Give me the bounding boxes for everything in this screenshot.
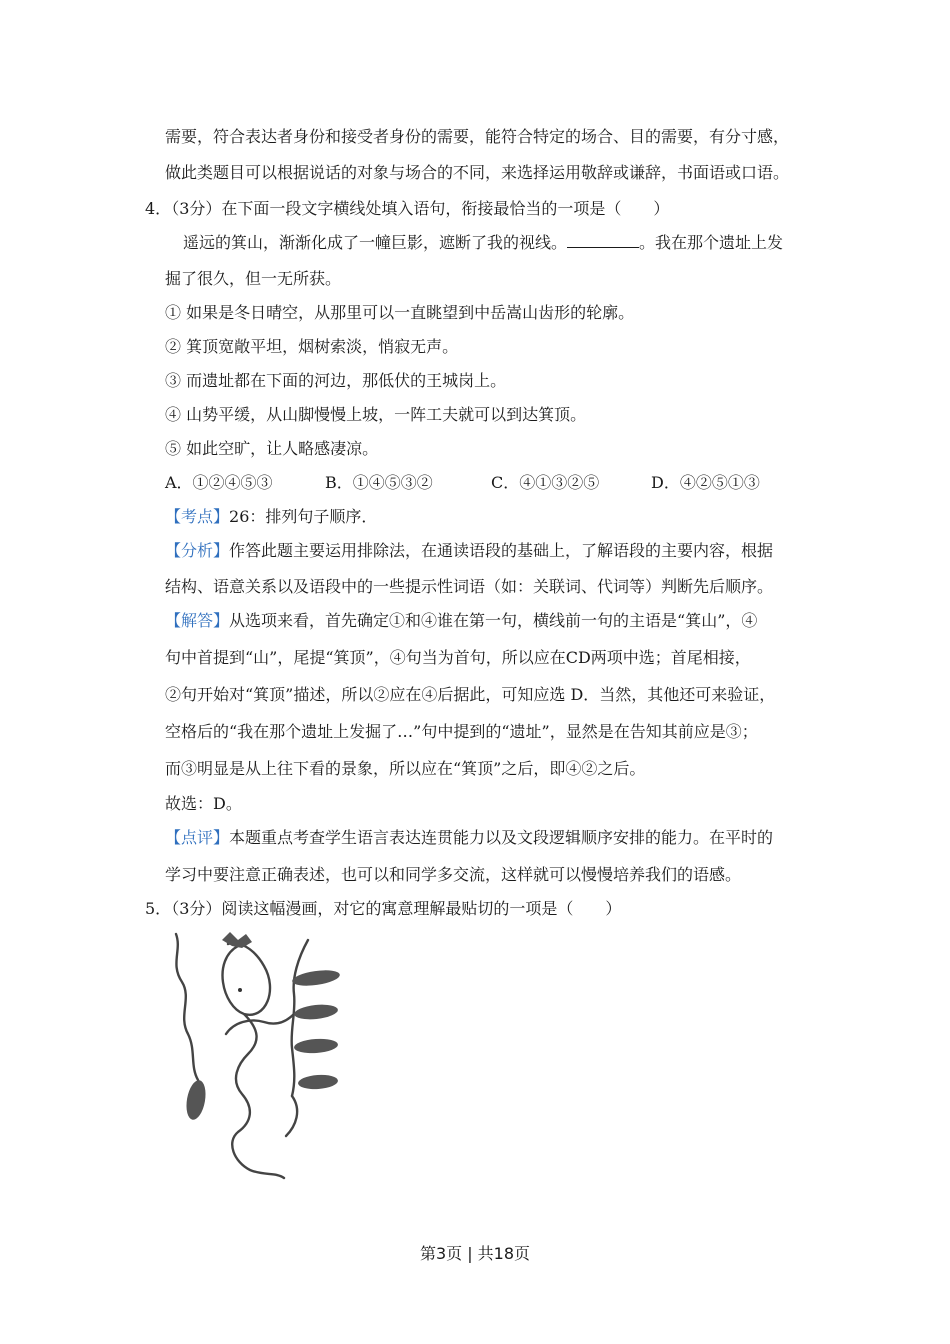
intro-line-2: 做此类题目可以根据说话的对象与场合的不同，来选择运用敬辞或谦辞，书面语或口语。 [165, 163, 790, 182]
left-stem-line [176, 934, 198, 1080]
dianping-line-2: 学习中要注意正确表述，也可以和同学多交流，这样就可以慢慢培养我们的语感。 [165, 865, 742, 884]
cartoon-image [168, 930, 368, 1182]
question-4-stem [145, 199, 669, 219]
fill-blank [567, 233, 639, 248]
passage-after-blank: 。我在那个遗址上发 [639, 233, 784, 252]
fenxi-line-2: 结构、语意关系以及语段中的一些提示性词语（如：关联词、代词等）判断先后顺序。 [165, 577, 774, 596]
question-number: 5． [145, 899, 172, 918]
page-footer: 第3页 | 共18页 [419, 1244, 531, 1263]
options-row [165, 473, 760, 493]
jieda-line-1 [165, 611, 757, 631]
eye-dot [238, 988, 242, 992]
fenxi-tag: 【分析】 [165, 541, 230, 560]
answer-line: 故选：D。 [165, 794, 242, 813]
jieda-line-4: 空格后的“我在那个遗址上发掘了…”句中提到的“遗址”，显然是在告知其前应是③； [165, 722, 758, 741]
fenxi-text: 作答此题主要运用排除法，在通读语段的基础上，了解语段的主要内容，根据 [229, 541, 774, 560]
jieda-text: 从选项来看，首先确定①和④谁在第一句，横线前一句的主语是“箕山”，④ [229, 611, 758, 630]
dianping-tag: 【点评】 [165, 828, 230, 847]
option-c: C．④①③②⑤ [491, 473, 600, 492]
dianping-text: 本题重点考查学生语言表达连贯能力以及文段逻辑顺序安排的能力。在平时的 [229, 828, 774, 847]
passage-before-blank: 遥远的箕山，渐渐化成了一幢巨影，遮断了我的视线。 [183, 233, 568, 252]
passage-line-2: 掘了很久，但一无所获。 [165, 269, 342, 288]
sentence-5: ⑤ 如此空旷，让人略感凄凉。 [165, 439, 379, 458]
passage-line-1 [183, 233, 783, 253]
option-a: A．①②④⑤③ [165, 473, 273, 492]
jieda-line-2: 句中首提到“山”，尾提“箕顶”，④句当为首句，所以应在CD两项中选；首尾相接， [165, 648, 751, 667]
option-d: D．④②⑤①③ [651, 473, 760, 492]
hair-tuft-shape [222, 932, 252, 948]
question-5-stem [145, 899, 621, 919]
sentence-2: ② 箕顶宽敞平坦，烟树索淡，悄寂无声。 [165, 337, 459, 356]
leaf-shape [294, 1037, 339, 1054]
sentence-1: ① 如果是冬日晴空，从那里可以一直眺望到中岳嵩山齿形的轮廓。 [165, 303, 635, 322]
jieda-line-3: ②句开始对“箕顶”描述，所以②应在④后据此，可知应选 D．当然，其他还可来验证， [165, 685, 776, 704]
leaf-shape [291, 968, 340, 989]
question-stem: （3分）阅读这幅漫画，对它的寓意理解最贴切的一项是（ ） [171, 899, 622, 918]
ribbon-loop-line [226, 1014, 294, 1034]
kaodian-tag: 【考点】 [165, 507, 230, 526]
leaf-shape [298, 1074, 339, 1091]
dianping-line-1 [165, 828, 773, 848]
kaodian-text: 26：排列句子顺序． [229, 507, 378, 526]
sentence-4: ④ 山势平缓，从山脚慢慢上坡，一阵工夫就可以到达箕顶。 [165, 405, 587, 424]
fenxi-line-1 [165, 541, 773, 561]
question-stem: （3分）在下面一段文字横线处填入语句，衔接最恰当的一项是（ ） [171, 199, 670, 218]
right-tail-line [286, 1096, 297, 1136]
leaf-shape [184, 1079, 209, 1122]
ribbon-line [223, 943, 284, 1178]
leaf-shape [293, 1003, 338, 1022]
question-number: 4． [145, 199, 172, 218]
sentence-3: ③ 而遗址都在下面的河边，那低伏的王城岗上。 [165, 371, 507, 390]
kaodian-line [165, 507, 377, 527]
option-b: B．①④⑤③② [325, 473, 433, 492]
jieda-line-5: 而③明显是从上往下看的景象，所以应在“箕顶”之后，即④②之后。 [165, 759, 646, 778]
jieda-tag: 【解答】 [165, 611, 230, 630]
intro-line-1: 需要，符合表达者身份和接受者身份的需要，能符合特定的场合、目的需要，有分寸感， [165, 127, 790, 146]
